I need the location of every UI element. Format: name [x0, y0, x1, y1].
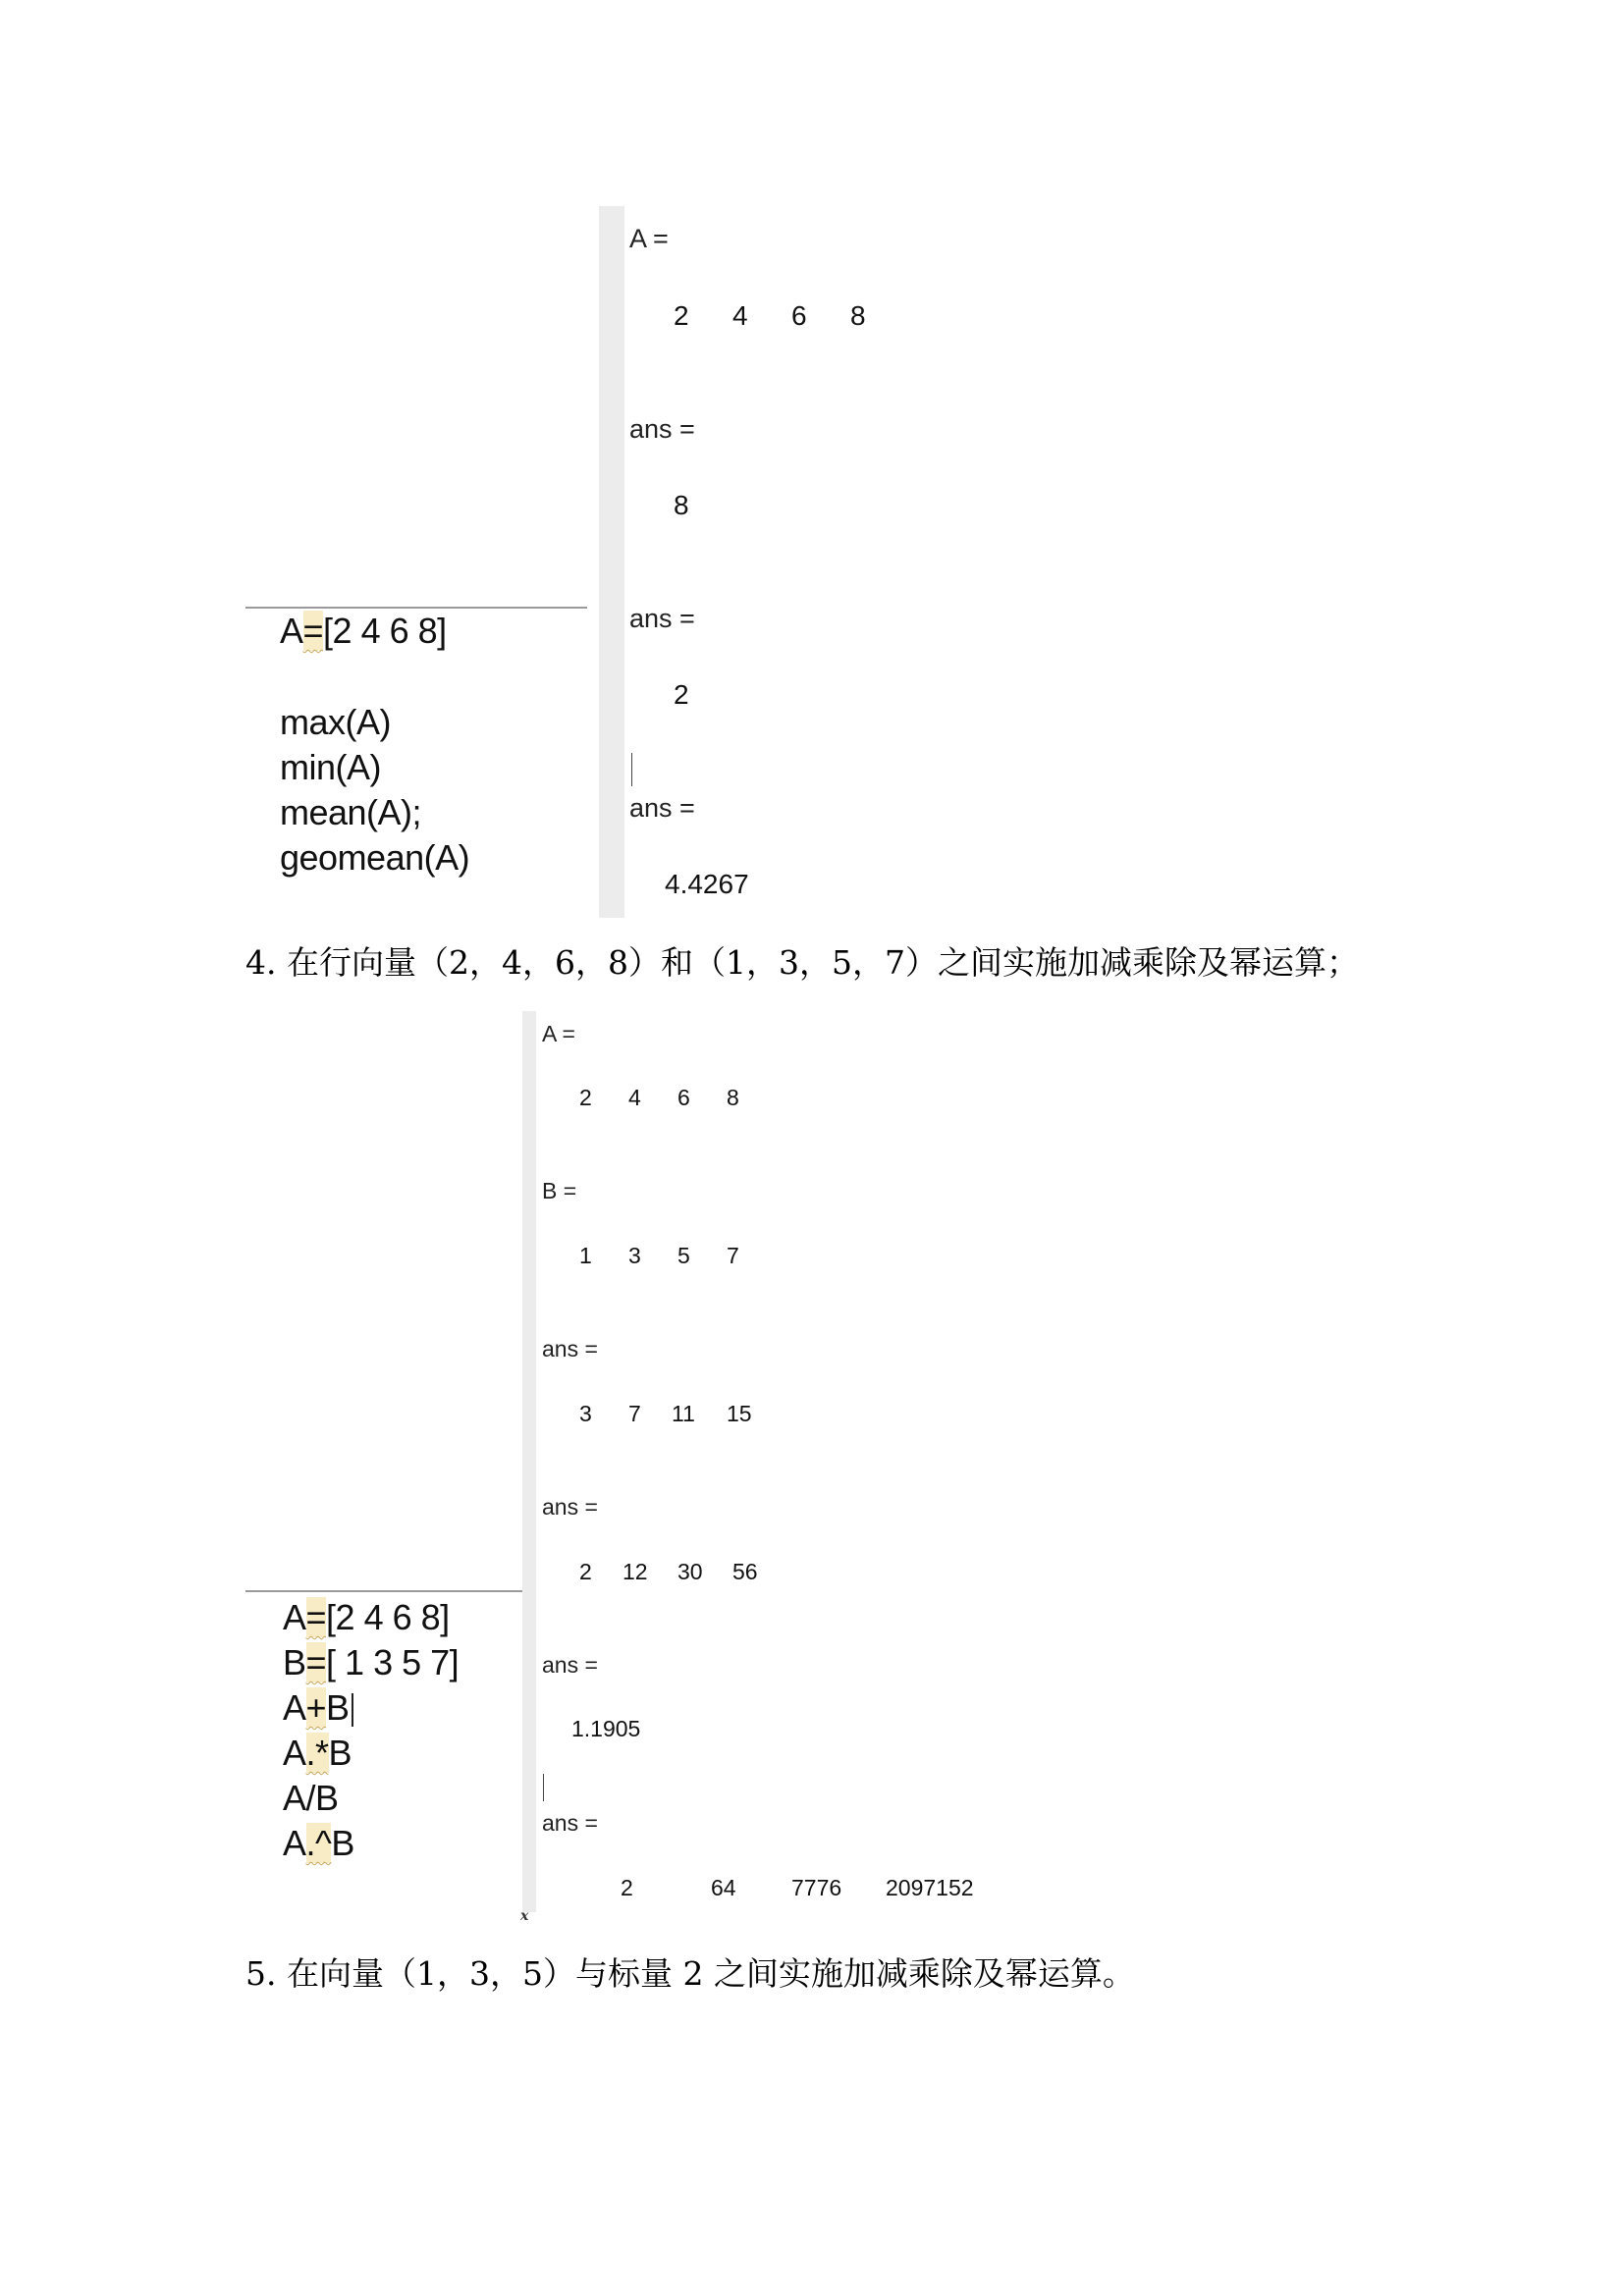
window-divider: [599, 206, 624, 918]
output-ans-label: ans =: [629, 793, 695, 823]
editor-line-1: [280, 611, 447, 652]
output-b-value: 3: [628, 1243, 641, 1268]
output-sum-value: 3: [579, 1401, 592, 1426]
editor-line-mean: mean(A);: [280, 792, 422, 832]
editor-top-rule: [245, 1590, 522, 1592]
plus-operator: +: [305, 1687, 327, 1728]
window-divider: [522, 1011, 536, 1912]
output-pow-value: 7776: [791, 1875, 842, 1900]
output-b-value: 5: [677, 1243, 690, 1268]
output-a-value: 2: [674, 300, 689, 331]
question-4: 4. 在行向量（2，4，6，8）和（1，3，5，7）之间实施加减乘除及幂运算；: [245, 943, 1359, 982]
output-b-value: 1: [579, 1243, 592, 1268]
output-ans-min: 2: [674, 679, 689, 710]
output-a-value: 6: [791, 300, 807, 331]
editor-line-geomean: geomean(A): [280, 837, 470, 878]
output-sum-value: 11: [672, 1401, 695, 1426]
output-b-label: B =: [542, 1178, 577, 1203]
output-a-label: A =: [542, 1021, 575, 1046]
output-sum-value: 7: [628, 1401, 641, 1426]
output-pow-value: 64: [711, 1875, 736, 1900]
output-pow-value: 2: [621, 1875, 633, 1900]
output-ans-label: ans =: [542, 1336, 598, 1362]
output-pow-value: 2097152: [886, 1875, 974, 1900]
elementwise-mul-operator: .*: [305, 1733, 329, 1773]
output-prod-value: 2: [579, 1559, 592, 1584]
text-cursor: [543, 1774, 544, 1801]
output-div-value: 1.1905: [571, 1716, 641, 1741]
output-ans-max: 8: [674, 490, 689, 520]
vector-literal: [2 4 6 8]: [323, 611, 447, 651]
output-a-value: 4: [628, 1085, 641, 1110]
editor-line-max: max(A): [280, 702, 391, 742]
output-a-value: 2: [579, 1085, 592, 1110]
assign-operator: =: [302, 611, 324, 651]
output-prod-value: 12: [623, 1559, 648, 1584]
output-ans-geomean: 4.4267: [665, 869, 749, 899]
assign-operator: =: [305, 1597, 327, 1637]
editor-line-b: B=[ 1 3 5 7]: [283, 1642, 460, 1682]
var-a: A: [280, 611, 303, 651]
question-5: 5. 在向量（1，3，5）与标量 2 之间实施加减乘除及幂运算。: [245, 1954, 1135, 1993]
output-a-label: A =: [629, 224, 669, 253]
editor-top-rule: [245, 607, 587, 609]
editor-line-add: A+B: [283, 1687, 353, 1729]
figure-1: [245, 206, 933, 923]
output-ans-label: ans =: [542, 1494, 598, 1520]
output-prod-value: 30: [677, 1559, 703, 1584]
output-sum-value: 15: [727, 1401, 752, 1426]
output-ans-label: ans =: [542, 1652, 598, 1678]
editor-line-a: A=[2 4 6 8]: [283, 1597, 450, 1637]
output-a-value: 8: [727, 1085, 739, 1110]
scroll-mark: x: [520, 1908, 529, 1924]
elementwise-pow-operator: .^: [305, 1823, 332, 1863]
output-ans-label: ans =: [542, 1810, 598, 1836]
output-prod-value: 56: [732, 1559, 758, 1584]
assign-operator: =: [305, 1642, 327, 1682]
text-cursor: [352, 1693, 353, 1727]
output-ans-label: ans =: [629, 604, 695, 633]
output-a-value: 8: [850, 300, 866, 331]
output-a-value: 4: [732, 300, 748, 331]
output-a-value: 6: [677, 1085, 690, 1110]
figure-2: [245, 1011, 1031, 1924]
editor-line-min: min(A): [280, 747, 381, 787]
output-ans-label: ans =: [629, 414, 695, 444]
editor-line-div: A/B: [283, 1778, 339, 1818]
output-b-value: 7: [727, 1243, 739, 1268]
editor-line-pow: A.^B: [283, 1823, 354, 1863]
editor-line-mul: A.*B: [283, 1733, 352, 1773]
text-cursor: [631, 753, 632, 786]
